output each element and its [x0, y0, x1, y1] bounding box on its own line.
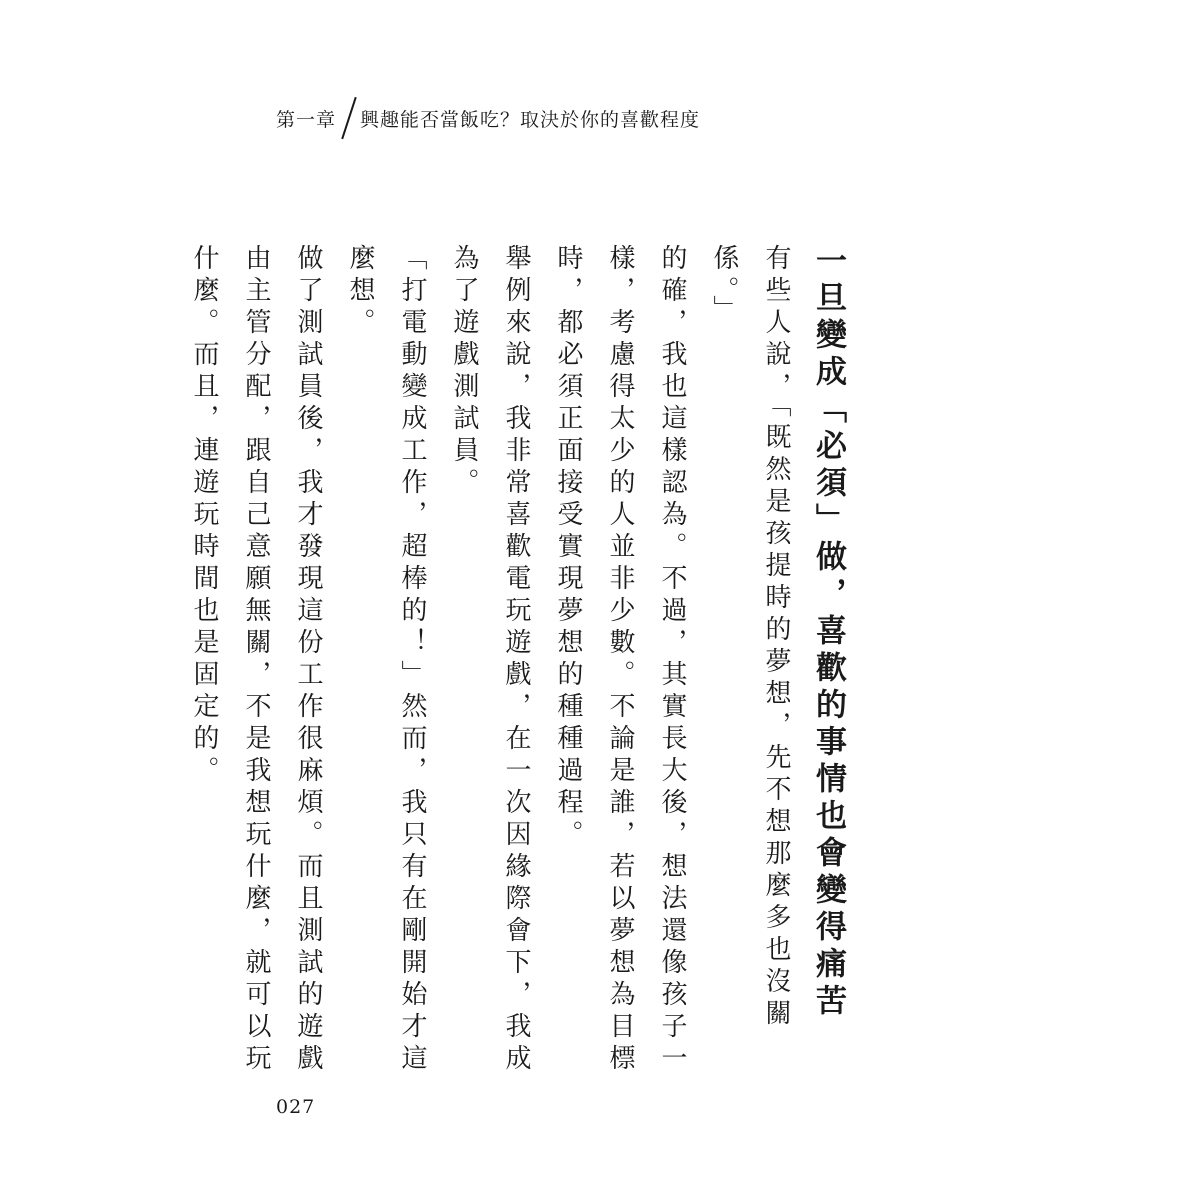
paragraph-4: 「打電動變成工作，超棒的！」然而，我只有在剛開始才這麼想。 — [345, 244, 427, 1076]
vertical-body-text — [178, 244, 854, 1080]
page-number: 027 — [276, 1096, 316, 1118]
section-heading: 一旦變成「必須」做，喜歡的事情也會變得痛苦 — [810, 244, 846, 1021]
paragraph-3: 舉例來說，我非常喜歡電玩遊戲，在一次因緣際會下，我成為了遊戲測試員。 — [449, 244, 531, 1076]
paragraph-2: 的確，我也這樣認為。不過，其實長大後，想法還像孩子一樣，考慮得太少的人並非少數。不論是誰，若以夢想為目標時，都必須正面接受實現夢想的種種過程。 — [553, 244, 687, 1076]
chapter-title: 興趣能否當飯吃？取決於你的喜歡程度 — [360, 108, 701, 131]
paragraph-5: 做了測試員後，我才發現這份工作很麻煩。而且測試的遊戲由主管分配，跟自己意願無關，不是我想玩什麼，就可以玩什麼。而且，連遊玩時間也是固定的。 — [189, 244, 323, 1076]
running-header — [276, 100, 700, 136]
chapter-label: 第一章 — [276, 108, 337, 131]
paragraph-1: 有些人說，「既然是孩提時的夢想，先不想那麼多也沒關係。」 — [709, 244, 791, 1031]
header-divider-slash — [342, 98, 356, 138]
